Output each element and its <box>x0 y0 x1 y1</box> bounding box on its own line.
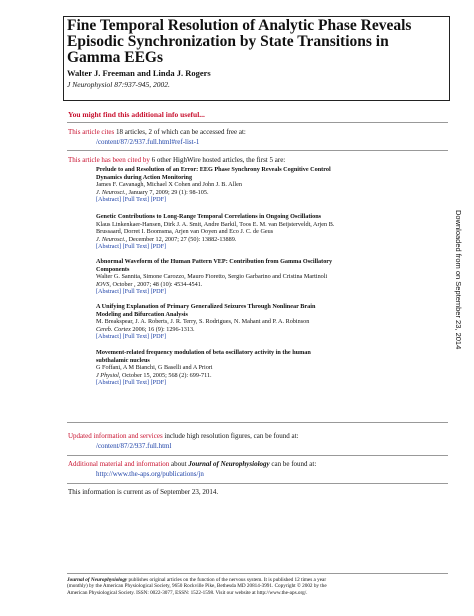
reference-title: Prelude to and Resolution of an Error: EEG Phase Synchrony Reveals Cognitive Control <box>96 166 331 173</box>
divider <box>67 573 448 574</box>
title-line: Episodic Synchronization by State Transitions in <box>67 33 389 50</box>
reference-authors: Brussaard, Dorret I. Boomsma, Arjen van Ooyen and Eco J. C. de Geus <box>96 228 274 236</box>
footer-line: publishes original articles on the function of the nervous system. It is published 12 times a year <box>127 577 327 583</box>
footer <box>67 577 448 596</box>
reference-links[interactable]: [Abstract] [Full Text] [PDF] <box>96 379 167 387</box>
footer-journal: Journal of Neurophysiology <box>67 577 128 583</box>
current-as-of: This information is current as of September 23, 2014. <box>68 488 219 496</box>
additional-url-link[interactable]: http://www.the-aps.org/publications/jn <box>96 470 204 478</box>
reference-authors: G Foffani, A M Bianchi, G Baselli and A Priori <box>96 364 213 372</box>
reference-journal <box>96 281 442 289</box>
reference-item <box>96 303 442 341</box>
reference-details: 2006; 16 (9): 1296-1313. <box>130 325 195 333</box>
reference-journal <box>96 326 442 334</box>
cited-by-line <box>68 156 285 165</box>
reference-details: , January 7, 2009; 29 (1): 98-105. <box>125 188 209 196</box>
cites-label: This article cites <box>68 128 115 136</box>
divider <box>67 455 448 456</box>
reference-item <box>96 166 442 204</box>
reference-links[interactable]: [Abstract] [Full Text] [PDF] <box>96 288 167 296</box>
download-watermark <box>453 210 463 460</box>
reference-details: , October 15, 2005; 568 (2): 699-711. <box>118 371 212 379</box>
reference-journal <box>96 236 442 244</box>
journal-name: IOVS <box>96 280 110 288</box>
reference-authors: M. Breakspear, J. A. Roberts, J. R. Terry, S. Rodrigues, N. Mahant and P. A. Robinson <box>96 318 310 326</box>
footer-line: (monthly) by the American Physiological Society, 9650 Rockville Pike, Bethesda MD 20814-3991. Copyright © 2002 by the <box>67 583 327 590</box>
reference-title: A Unifying Explanation of Primary Generalized Seizures Through Nonlinear Brain <box>96 303 316 310</box>
title-line: Gamma EEGs <box>67 49 164 66</box>
cited-by-text: 6 other HighWire hosted articles, the first 5 are: <box>151 156 286 164</box>
reference-journal <box>96 189 442 197</box>
reference-item <box>96 258 442 296</box>
divider <box>67 422 448 423</box>
updated-text: include high resolution figures, can be found at: <box>164 432 299 440</box>
reference-title: Modeling and Bifurcation Analysis <box>96 310 188 318</box>
reference-details: , October , 2007; 48 (10): 4534-4541. <box>109 280 203 288</box>
divider <box>67 150 448 151</box>
additional-text-2: can be found at: <box>271 460 317 468</box>
article-authors: Walter J. Freeman and Linda J. Rogers <box>67 68 211 78</box>
reference-title: Components <box>96 265 130 273</box>
download-watermark-text: Downloaded from on September 23, 2014 <box>454 210 463 350</box>
divider <box>67 483 448 484</box>
reference-journal <box>96 372 442 380</box>
journal-name: Cereb. Cortex <box>96 325 131 333</box>
cited-by-label: This article has been cited by <box>68 156 150 164</box>
title-line: Fine Temporal Resolution of Analytic Phase Reveals <box>67 17 412 34</box>
reference-authors: James F. Cavanagh, Michael X Cohen and John J. B. Allen <box>96 181 242 189</box>
updated-line <box>68 432 299 441</box>
footer-line: American Physiological Society. ISSN: 0022-3077, ESSN: 1522-1598. Visit our website at http://www.the-aps.org/. <box>67 589 308 596</box>
additional-line <box>68 460 316 469</box>
reference-item <box>96 213 442 251</box>
reference-title: Dynamics during Action Monitoring <box>96 173 193 181</box>
cites-url-link[interactable]: /content/87/2/937.full.html#ref-list-1 <box>96 138 200 146</box>
reference-title: Movement-related frequency modulation of beta oscillatory activity in the human <box>96 349 311 356</box>
article-title <box>67 18 427 66</box>
reference-title: Abnormal Waveform of the Human Pattern VEP: Contribution from Gamma Oscillatory <box>96 258 333 265</box>
cites-line <box>68 128 246 137</box>
article-citation: J Neurophysiol 87:937-945, 2002. <box>67 80 170 89</box>
updated-label: Updated information and services <box>68 432 163 440</box>
divider <box>67 122 448 123</box>
reference-authors: Walter G. Sannita, Simone Carozzo, Mauro Fioretto, Sergio Garbarino and Cristina Martinoli <box>96 273 328 281</box>
additional-label: Additional material and information <box>68 460 170 468</box>
journal-name: J. Neurosci. <box>96 188 126 196</box>
cites-text: 18 articles, 2 of which can be accessed free at: <box>116 128 246 136</box>
reference-authors: Klaus Linkenkaer-Hansen, Dirk J. A. Smit, Andre Barkil, Toos E. M. van Beijsterveldt, Arjen B. <box>96 220 335 228</box>
journal-name: J. Neurosci. <box>96 235 126 243</box>
journal-name: J Physiol <box>96 371 119 379</box>
updated-url-link[interactable]: /content/87/2/937.full.html <box>96 442 172 450</box>
reference-links[interactable]: [Abstract] [Full Text] [PDF] <box>96 243 167 251</box>
reference-links[interactable]: [Abstract] [Full Text] [PDF] <box>96 196 167 204</box>
reference-links[interactable]: [Abstract] [Full Text] [PDF] <box>96 333 167 341</box>
reference-title: Genetic Contributions to Long-Range Temporal Correlations in Ongoing Oscillations <box>96 213 322 220</box>
additional-journal: Journal of Neurophysiology <box>188 460 270 468</box>
additional-info-notice: You might find this additional info useful... <box>68 110 205 119</box>
reference-details: , December 12, 2007; 27 (50): 13882-13889. <box>125 235 237 243</box>
reference-item <box>96 349 442 387</box>
reference-title: subthalamic nucleus <box>96 356 150 364</box>
additional-text: about <box>171 460 187 468</box>
